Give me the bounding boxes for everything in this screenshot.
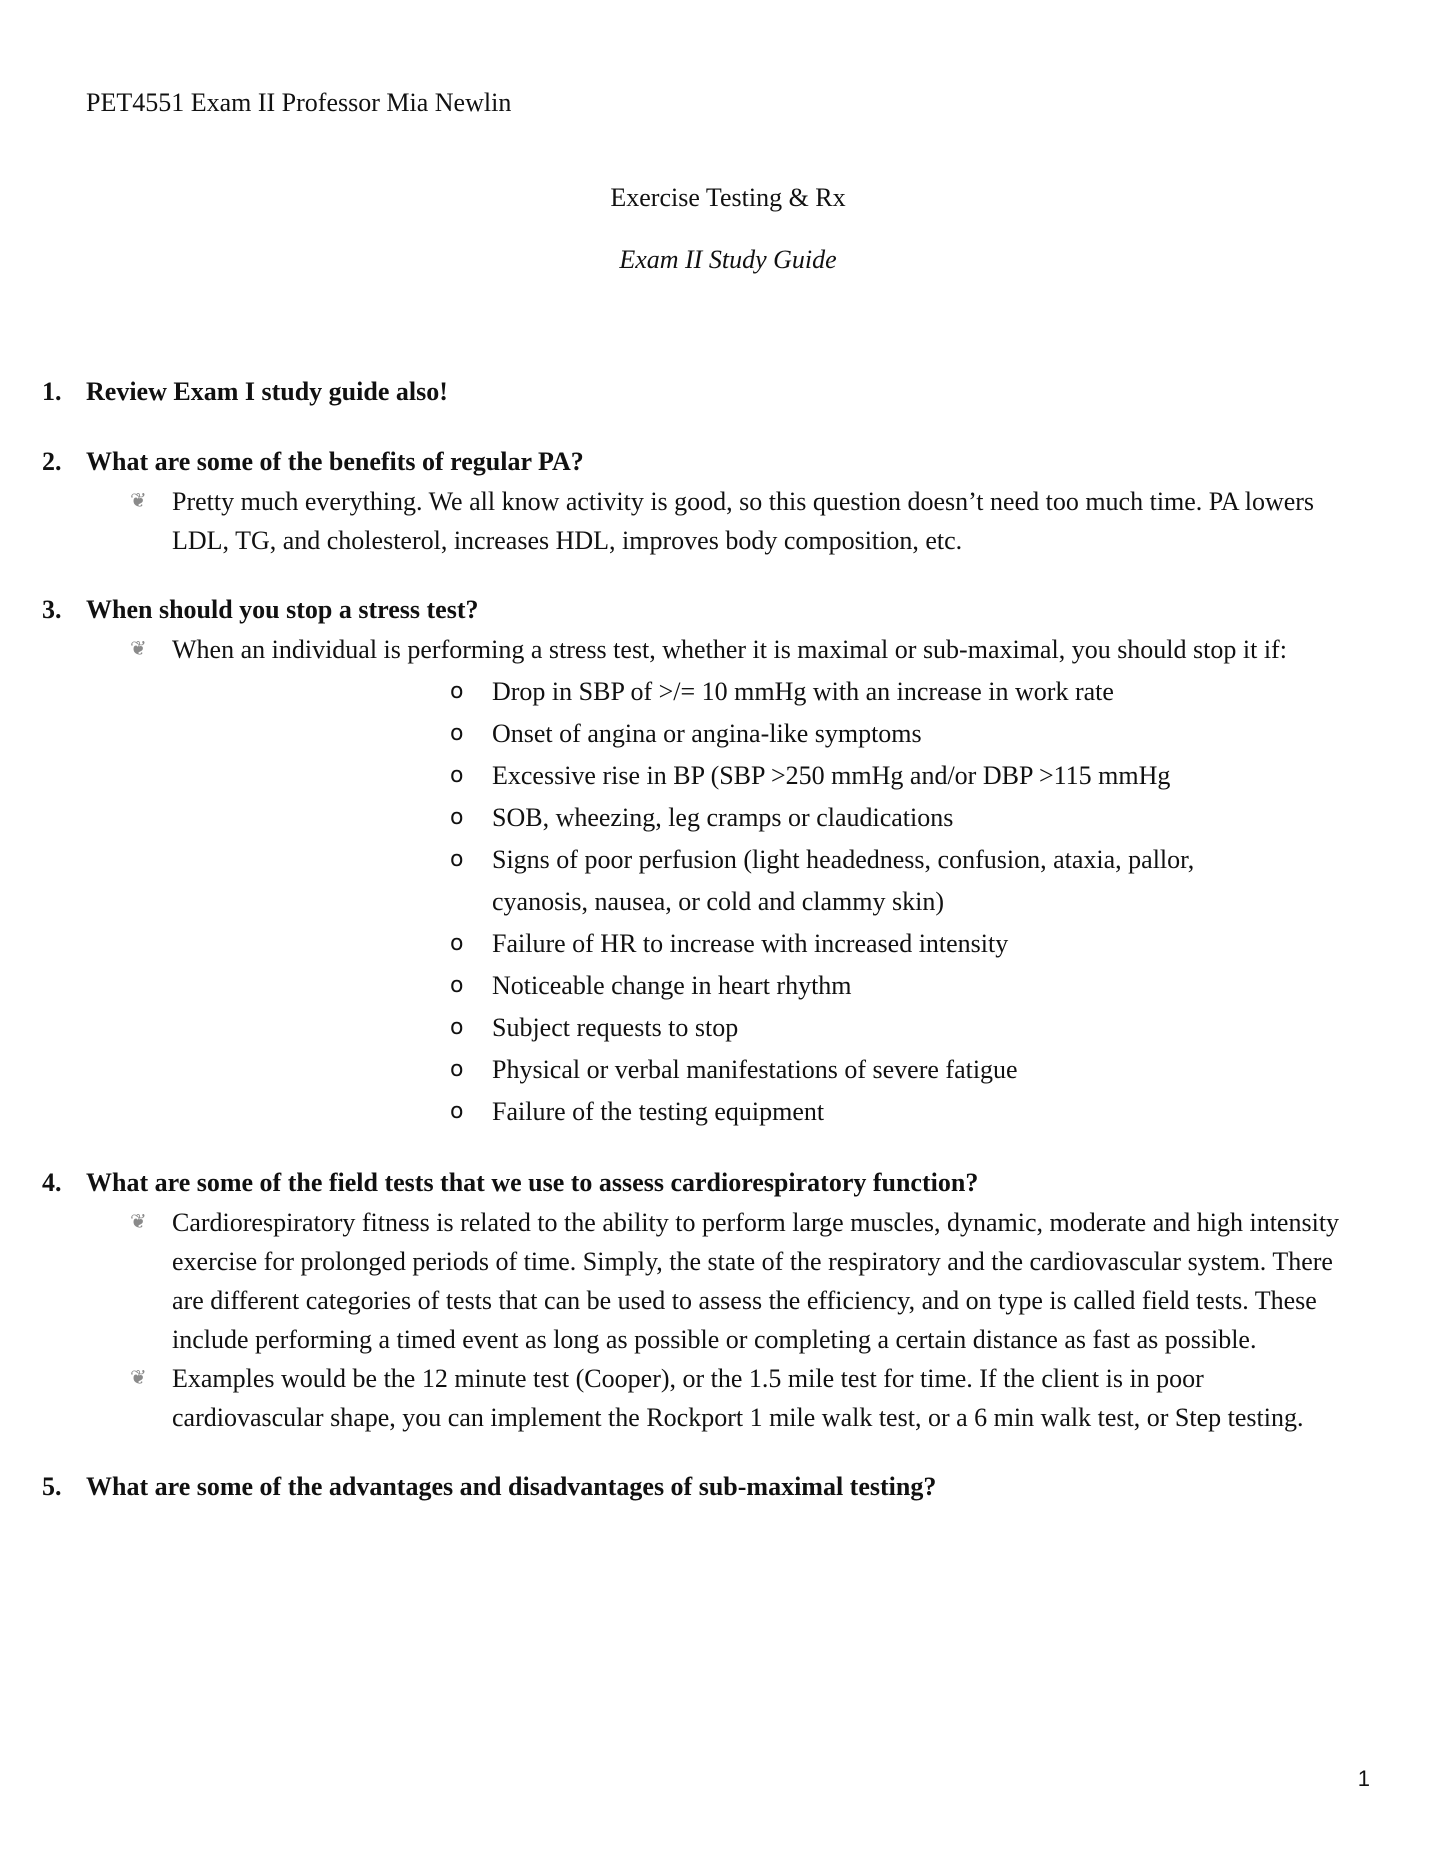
criteria-text: Noticeable change in heart rhythm [492,971,852,1000]
answer-text: Examples would be the 12 minute test (Cooper), or the 1.5 mile test for time. If the client is in poor cardiovascular shape, you can implement the Rockport 1 mile walk test, or a 6 min walk test, or Step testing. [172,1364,1304,1432]
circle-bullet-icon: o [450,847,464,872]
question-text: What are some of the field tests that we use to assess cardiorespiratory function? [86,1168,979,1197]
question-number: 3. [42,595,62,624]
question-text: What are some of the advantages and disadvantages of sub-maximal testing? [86,1472,937,1501]
criteria-text: Excessive rise in BP (SBP >250 mmHg and/or DBP >115 mmHg [492,761,1171,790]
circle-bullet-icon: o [450,931,464,956]
answer-item [0,1203,1456,1359]
criteria-item [172,965,1356,1007]
circle-bullet-icon: o [450,1099,464,1124]
answer-text: When an individual is performing a stress test, whether it is maximal or sub-maximal, you should stop it if: [172,635,1287,664]
answer-item [0,1359,1456,1437]
question-heading [0,1467,1456,1507]
question-text: Review Exam I study guide also! [86,377,448,406]
criteria-item [172,671,1356,713]
circle-bullet-icon: o [450,973,464,998]
document-subtitle: Exam II Study Guide [619,245,837,274]
criteria-text: Physical or verbal manifestations of severe fatigue [492,1055,1018,1084]
answer-list [0,482,1456,560]
answer-list [0,1203,1456,1437]
circle-bullet-icon: o [450,679,464,704]
fleuron-bullet-icon: ❦ [130,1367,147,1389]
circle-bullet-icon: o [450,805,464,830]
question-text: What are some of the benefits of regular PA? [86,447,584,476]
criteria-item [172,1091,1356,1133]
answer-text: Cardiorespiratory fitness is related to the ability to perform large muscles, dynamic, moderate and high intensity exercise for prolonged periods of time. Simply, the state of the respiratory and the cardiovascular system. There are different categories of tests that can be used to assess the efficiency, and on type is called field tests. These include performing a timed event as long as possible or completing a certain distance as fast as possible. [172,1208,1340,1354]
criteria-text: Onset of angina or angina-like symptoms [492,719,922,748]
question-number: 2. [42,447,62,476]
criteria-item [172,1049,1356,1091]
question-item [0,442,1456,560]
circle-bullet-icon: o [450,721,464,746]
question-item [0,1467,1456,1507]
question-heading [0,442,1456,482]
question-heading [0,1163,1456,1203]
fleuron-bullet-icon: ❦ [130,1211,147,1233]
page-number: 1 [1357,1766,1370,1791]
question-heading [0,590,1456,630]
fleuron-bullet-icon: ❦ [130,638,147,660]
question-list [0,372,1456,1537]
criteria-text: Failure of the testing equipment [492,1097,825,1126]
criteria-text: Subject requests to stop [492,1013,739,1042]
question-number: 1. [42,377,62,406]
course-header: PET4551 Exam II Professor Mia Newlin [86,88,512,117]
criteria-text: SOB, wheezing, leg cramps or claudications [492,803,954,832]
criteria-text: Failure of HR to increase with increased intensity [492,929,1009,958]
criteria-item [172,1007,1356,1049]
question-item [0,590,1456,1133]
answer-item [0,630,1456,1133]
question-text: When should you stop a stress test? [86,595,479,624]
question-number: 4. [42,1168,62,1197]
criteria-list [172,671,1356,1133]
answer-text: Pretty much everything. We all know activity is good, so this question doesn’t need too much time. PA lowers LDL, TG, and cholesterol, increases HDL, improves body composition, etc. [172,487,1315,555]
circle-bullet-icon: o [450,1015,464,1040]
answer-list [0,630,1456,1133]
criteria-item [172,755,1356,797]
question-number: 5. [42,1472,62,1501]
question-item [0,1163,1456,1437]
fleuron-bullet-icon: ❦ [130,490,147,512]
criteria-item [172,839,1356,923]
criteria-item [172,713,1356,755]
criteria-item [172,923,1356,965]
criteria-text: Drop in SBP of >/= 10 mmHg with an increase in work rate [492,677,1114,706]
document-title: Exercise Testing & Rx [610,183,846,212]
circle-bullet-icon: o [450,763,464,788]
circle-bullet-icon: o [450,1057,464,1082]
criteria-text: Signs of poor perfusion (light headedness, confusion, ataxia, pallor, cyanosis, nausea, or cold and clammy skin) [492,845,1195,916]
answer-item [0,482,1456,560]
question-item [0,372,1456,412]
question-heading [0,372,1456,412]
criteria-item [172,797,1356,839]
